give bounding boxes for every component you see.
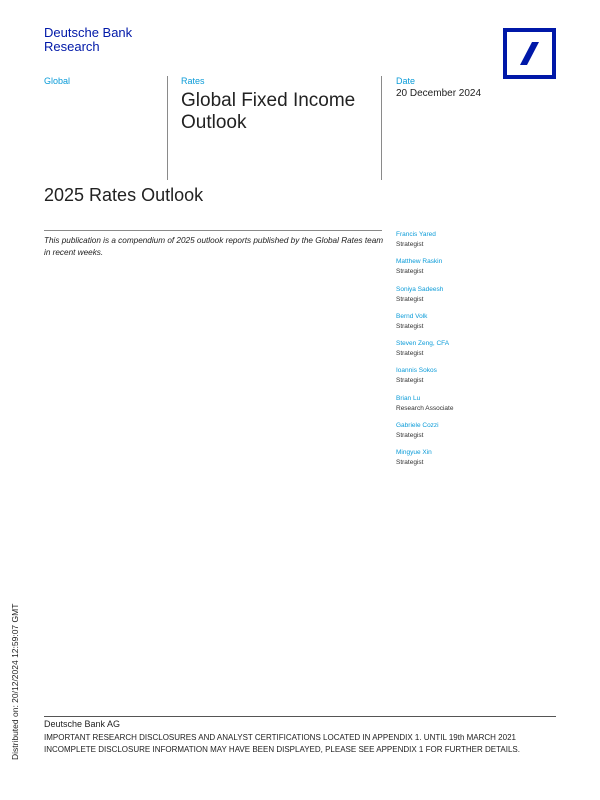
author-name-link[interactable]: Steven Zeng, CFA bbox=[396, 340, 450, 348]
author-name-link[interactable]: Bernd Volk bbox=[396, 312, 428, 320]
report-title: Global Fixed Income Outlook bbox=[181, 90, 356, 133]
summary-text: This publication is a compendium of 2025 outlook reports published by the Global Rates team in recent weeks. bbox=[44, 236, 384, 257]
author-item bbox=[396, 230, 566, 257]
author-item bbox=[396, 312, 566, 339]
author-role: Strategist bbox=[396, 322, 424, 330]
date-label: Date bbox=[396, 76, 416, 86]
author-list bbox=[396, 230, 566, 476]
author-item bbox=[396, 285, 566, 312]
author-item bbox=[396, 421, 566, 448]
column-divider bbox=[167, 76, 168, 180]
author-name-link[interactable]: Ioannis Sokos bbox=[396, 367, 437, 375]
footer-divider bbox=[44, 716, 556, 717]
disclosure-notice: IMPORTANT RESEARCH DISCLOSURES AND ANALYST CERTIFICATIONS LOCATED IN APPENDIX 1. UNTIL 19th MARCH 2021 INCOMPLETE DISCLOSURE INFORMATION MAY HAVE BEEN DISPLAYED, PLEASE SEE APPENDIX 1 FOR FURTHER DETAILS. bbox=[44, 733, 520, 754]
author-role: Strategist bbox=[396, 350, 424, 358]
author-name-link[interactable]: Francis Yared bbox=[396, 231, 436, 238]
column-divider bbox=[381, 76, 382, 180]
brand-line-2: Research bbox=[44, 39, 100, 54]
author-role: Strategist bbox=[396, 268, 424, 276]
deutsche-bank-logo-icon bbox=[503, 28, 556, 79]
author-role: Strategist bbox=[396, 295, 424, 303]
distribution-stamp: Distributed on: 20/12/2024 12:59:07 GMT bbox=[10, 603, 20, 760]
author-role: Strategist bbox=[396, 241, 424, 248]
author-name-link[interactable]: Brian Lu bbox=[396, 394, 421, 402]
author-role: Research Associate bbox=[396, 404, 454, 412]
author-role: Strategist bbox=[396, 432, 424, 440]
author-item bbox=[396, 394, 566, 421]
author-item bbox=[396, 339, 566, 366]
brand-name bbox=[44, 26, 132, 54]
footer-company: Deutsche Bank AG bbox=[44, 719, 121, 729]
author-item bbox=[396, 366, 566, 393]
author-name-link[interactable]: Soniya Sadeesh bbox=[396, 285, 444, 293]
author-name-link[interactable]: Matthew Raskin bbox=[396, 258, 443, 266]
author-item bbox=[396, 448, 566, 475]
publication-date: 20 December 2024 bbox=[396, 88, 482, 99]
region-label: Global bbox=[44, 76, 71, 86]
category-label: Rates bbox=[181, 76, 205, 86]
author-name-link[interactable]: Gabriele Cozzi bbox=[396, 422, 439, 430]
summary-divider bbox=[44, 230, 382, 231]
brand-line-1: Deutsche Bank bbox=[44, 25, 133, 40]
report-subtitle: 2025 Rates Outlook bbox=[44, 185, 204, 205]
author-role: Strategist bbox=[396, 459, 424, 467]
author-role: Strategist bbox=[396, 377, 424, 385]
author-name-link[interactable]: Mingyue Xin bbox=[396, 449, 432, 457]
author-item bbox=[396, 257, 566, 284]
